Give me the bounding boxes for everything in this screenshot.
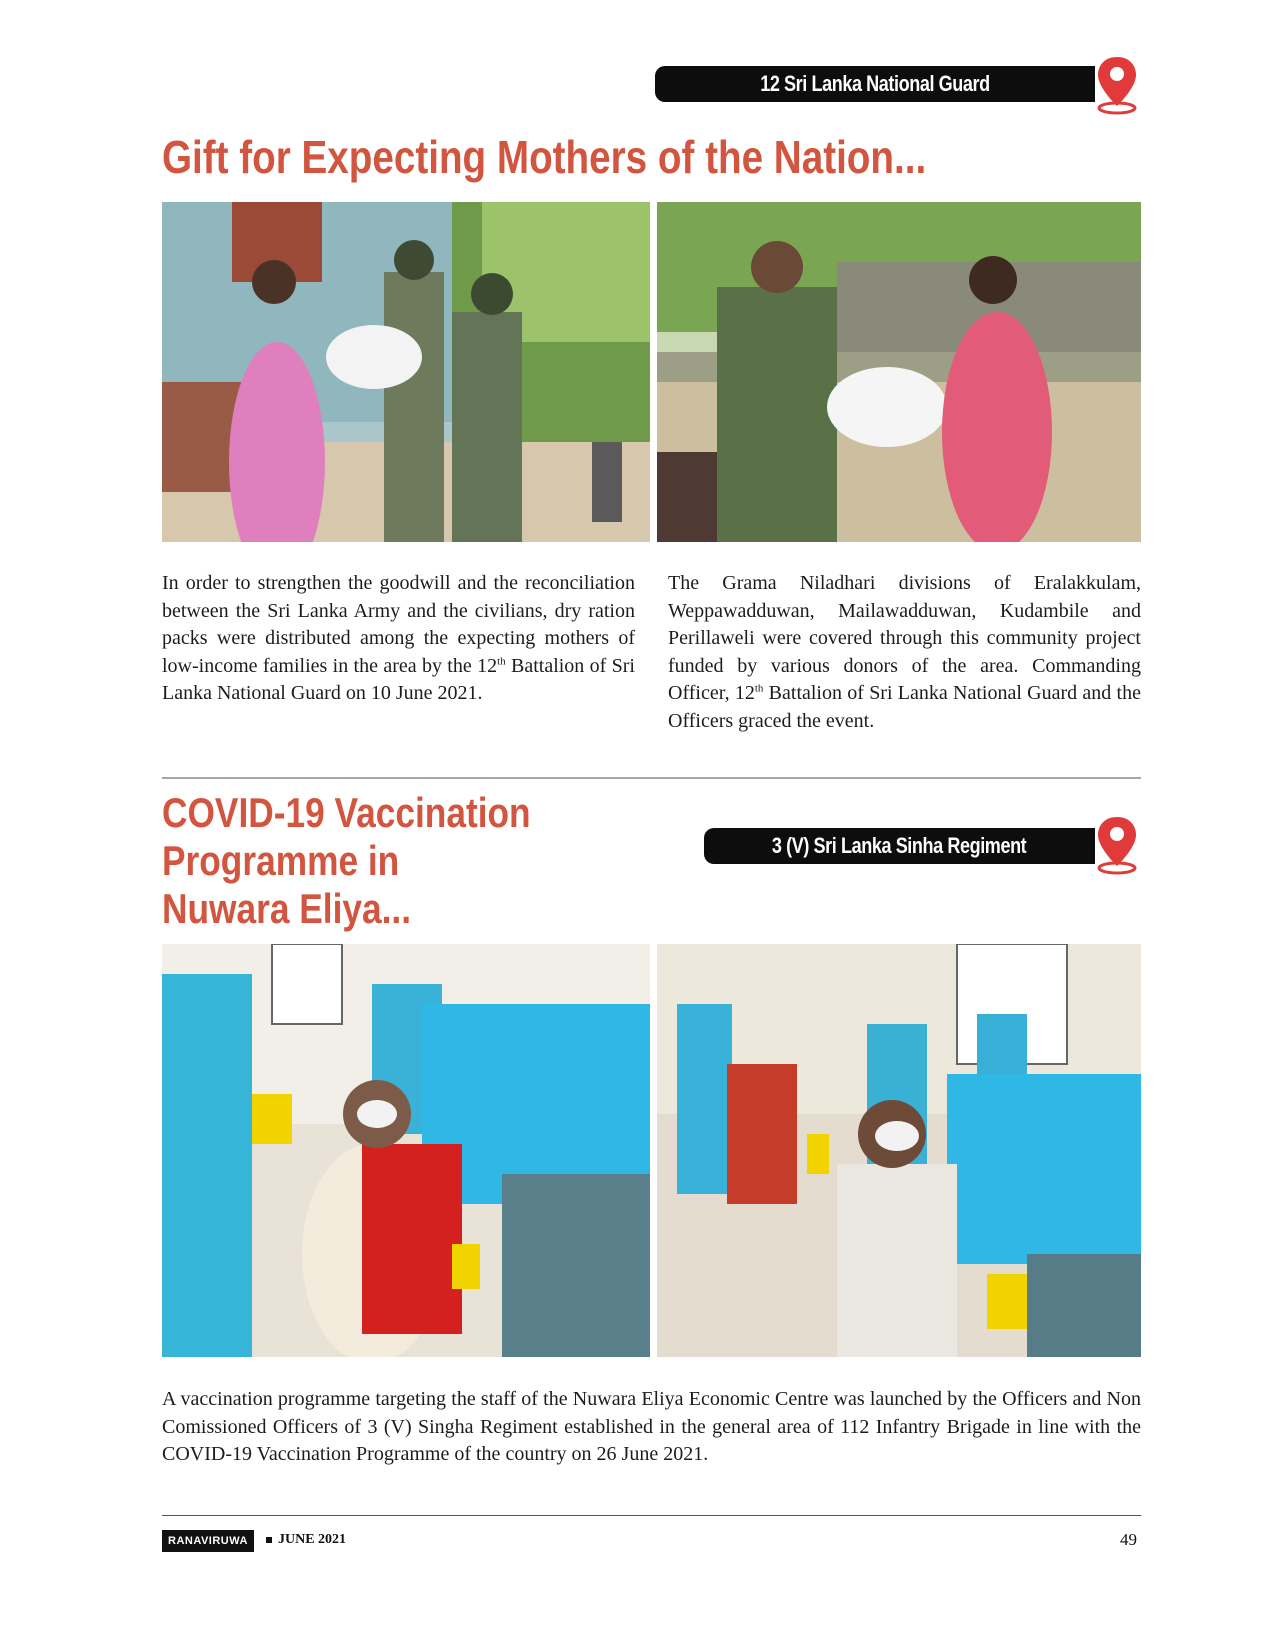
location-pin-icon bbox=[1093, 814, 1141, 876]
section1-unit-tag bbox=[655, 66, 1095, 102]
section2-paragraph: A vaccination programme targeting the staff of the Nuwara Eliya Economic Centre was launched by the Officers and Non Comissioned Officers of 3 (V) Singha Regiment established in the general area of 112 Infantry Brigade in line with the COVID-19 Vaccination Programme of the country on 26 June 2021. bbox=[162, 1388, 1141, 1465]
section2-unit-tag-label: 3 (V) Sri Lanka Sinha Regiment bbox=[772, 833, 1027, 858]
section1-paragraph-right: The Grama Niladhari divisions of Eralakkulam, Weppawadduwan, Mailawadduwan, Kudambile and Perillaweli were covered through this community project funded by various donors of the area. Commanding Officer, 12th Battalion of Sri Lanka National Guard and the Officers graced the event. bbox=[668, 572, 1141, 732]
photo-mother-receiving-ration-pack bbox=[162, 202, 650, 542]
photo-officer-handing-pack-to-mother bbox=[657, 202, 1141, 542]
page-number: 49 bbox=[1120, 1530, 1137, 1549]
location-pin-icon bbox=[1093, 54, 1141, 116]
section2-unit-tag bbox=[704, 828, 1095, 864]
magazine-brand: RANAVIRUWA bbox=[162, 1530, 254, 1552]
photo-vaccination-man bbox=[657, 944, 1141, 1357]
section-divider bbox=[162, 777, 1141, 779]
section1-unit-tag-label: 12 Sri Lanka National Guard bbox=[760, 71, 990, 96]
section1-paragraph-left: In order to strengthen the goodwill and the reconciliation between the Sri Lanka Army and the civilians, dry ration packs were distributed among the expecting mothers of low-income families in the area by the 12th Battalion of Sri Lanka National Guard on 10 June 2021. bbox=[162, 572, 635, 704]
section1-headline: Gift for Expecting Mothers of the Nation... bbox=[162, 131, 927, 183]
section2-headline: COVID-19 Vaccination Programme in Nuwara Eliya... bbox=[162, 789, 531, 932]
photo-vaccination-woman bbox=[162, 944, 650, 1357]
bullet-square-icon bbox=[266, 1537, 272, 1543]
issue-date: JUNE 2021 bbox=[266, 1532, 346, 1548]
footer-rule bbox=[162, 1515, 1141, 1516]
